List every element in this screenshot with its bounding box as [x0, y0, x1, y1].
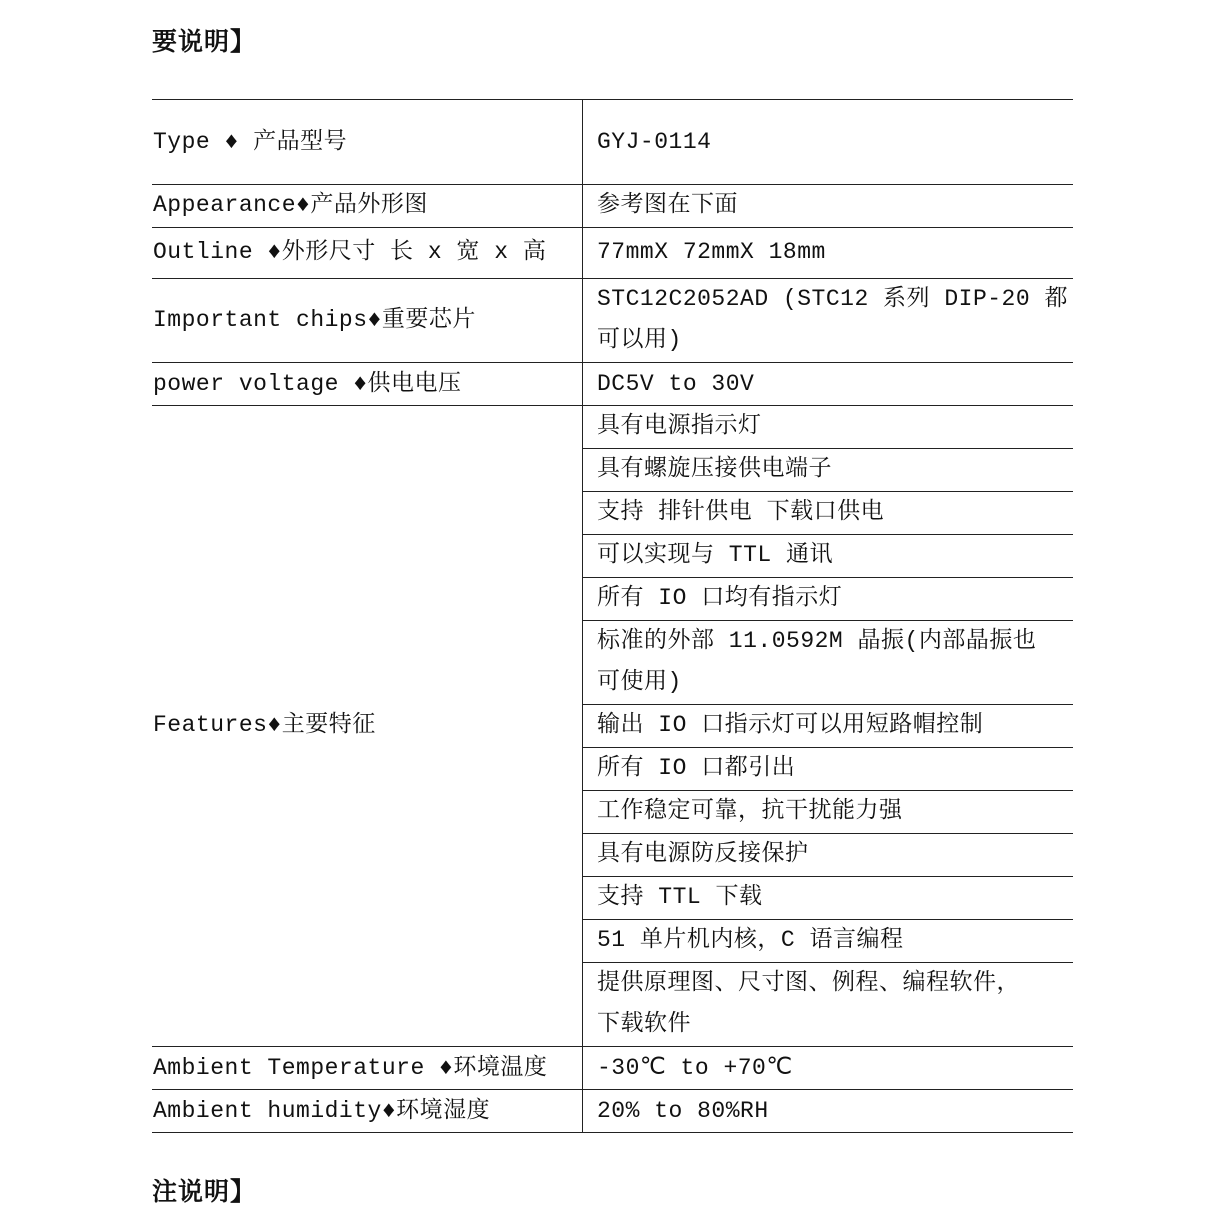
feature-item: 所有 IO 口均有指示灯	[597, 585, 843, 611]
section-heading-top: 要说明】	[152, 27, 257, 56]
row-label-humidity: Ambient humidity♦环境湿度	[153, 1098, 491, 1124]
column-divider	[582, 99, 583, 1133]
row-label-outline: Outline ♦外形尺寸 长 x 宽 x 高	[153, 239, 547, 265]
row-value-temperature: -30℃ to +70℃	[597, 1055, 793, 1081]
feature-item: 提供原理图、尺寸图、例程、编程软件，	[597, 970, 1020, 996]
row-label-appearance: Appearance♦产品外形图	[153, 192, 428, 218]
row-value-chips-line2: 可以用)	[597, 327, 682, 353]
feature-item: 工作稳定可靠，抗干扰能力强	[597, 798, 903, 824]
table-rule	[152, 1132, 1073, 1133]
feature-item: 输出 IO 口指示灯可以用短路帽控制	[597, 712, 984, 738]
feature-item: 具有电源指示灯	[597, 413, 762, 439]
feature-item: 所有 IO 口都引出	[597, 755, 796, 781]
feature-item: 标准的外部 11.0592M 晶振(内部晶振也	[597, 628, 1037, 654]
table-rule	[152, 1046, 1073, 1047]
row-value-voltage: DC5V to 30V	[597, 371, 755, 397]
table-rule	[152, 362, 1073, 363]
feature-item: 具有电源防反接保护	[597, 841, 809, 867]
row-label-type: Type ♦ 产品型号	[153, 129, 348, 155]
feature-item: 支持 排针供电 下载口供电	[597, 499, 885, 525]
feature-item: 下载软件	[597, 1011, 691, 1037]
feature-item: 具有螺旋压接供电端子	[597, 456, 832, 482]
feature-item: 51 单片机内核，C 语言编程	[597, 927, 904, 953]
table-rule	[152, 1089, 1073, 1090]
row-value-chips-line1: STC12C2052AD (STC12 系列 DIP-20 都	[597, 286, 1068, 312]
row-value-outline: 77mmX 72mmX 18mm	[597, 239, 826, 265]
row-value-type: GYJ-0114	[597, 129, 712, 155]
feature-item: 支持 TTL 下载	[597, 884, 763, 910]
row-label-features: Features♦主要特征	[153, 712, 376, 738]
row-value-humidity: 20% to 80%RH	[597, 1098, 769, 1124]
table-rule	[152, 227, 1073, 228]
row-label-voltage: power voltage ♦供电电压	[153, 371, 462, 397]
row-label-temperature: Ambient Temperature ♦环境温度	[153, 1055, 548, 1081]
feature-item: 可使用)	[597, 669, 682, 695]
row-label-chips: Important chips♦重要芯片	[153, 307, 476, 333]
section-heading-bottom: 注说明】	[152, 1177, 257, 1206]
row-value-appearance: 参考图在下面	[597, 192, 738, 218]
feature-item: 可以实现与 TTL 通讯	[597, 542, 834, 568]
table-rule	[152, 99, 1073, 100]
